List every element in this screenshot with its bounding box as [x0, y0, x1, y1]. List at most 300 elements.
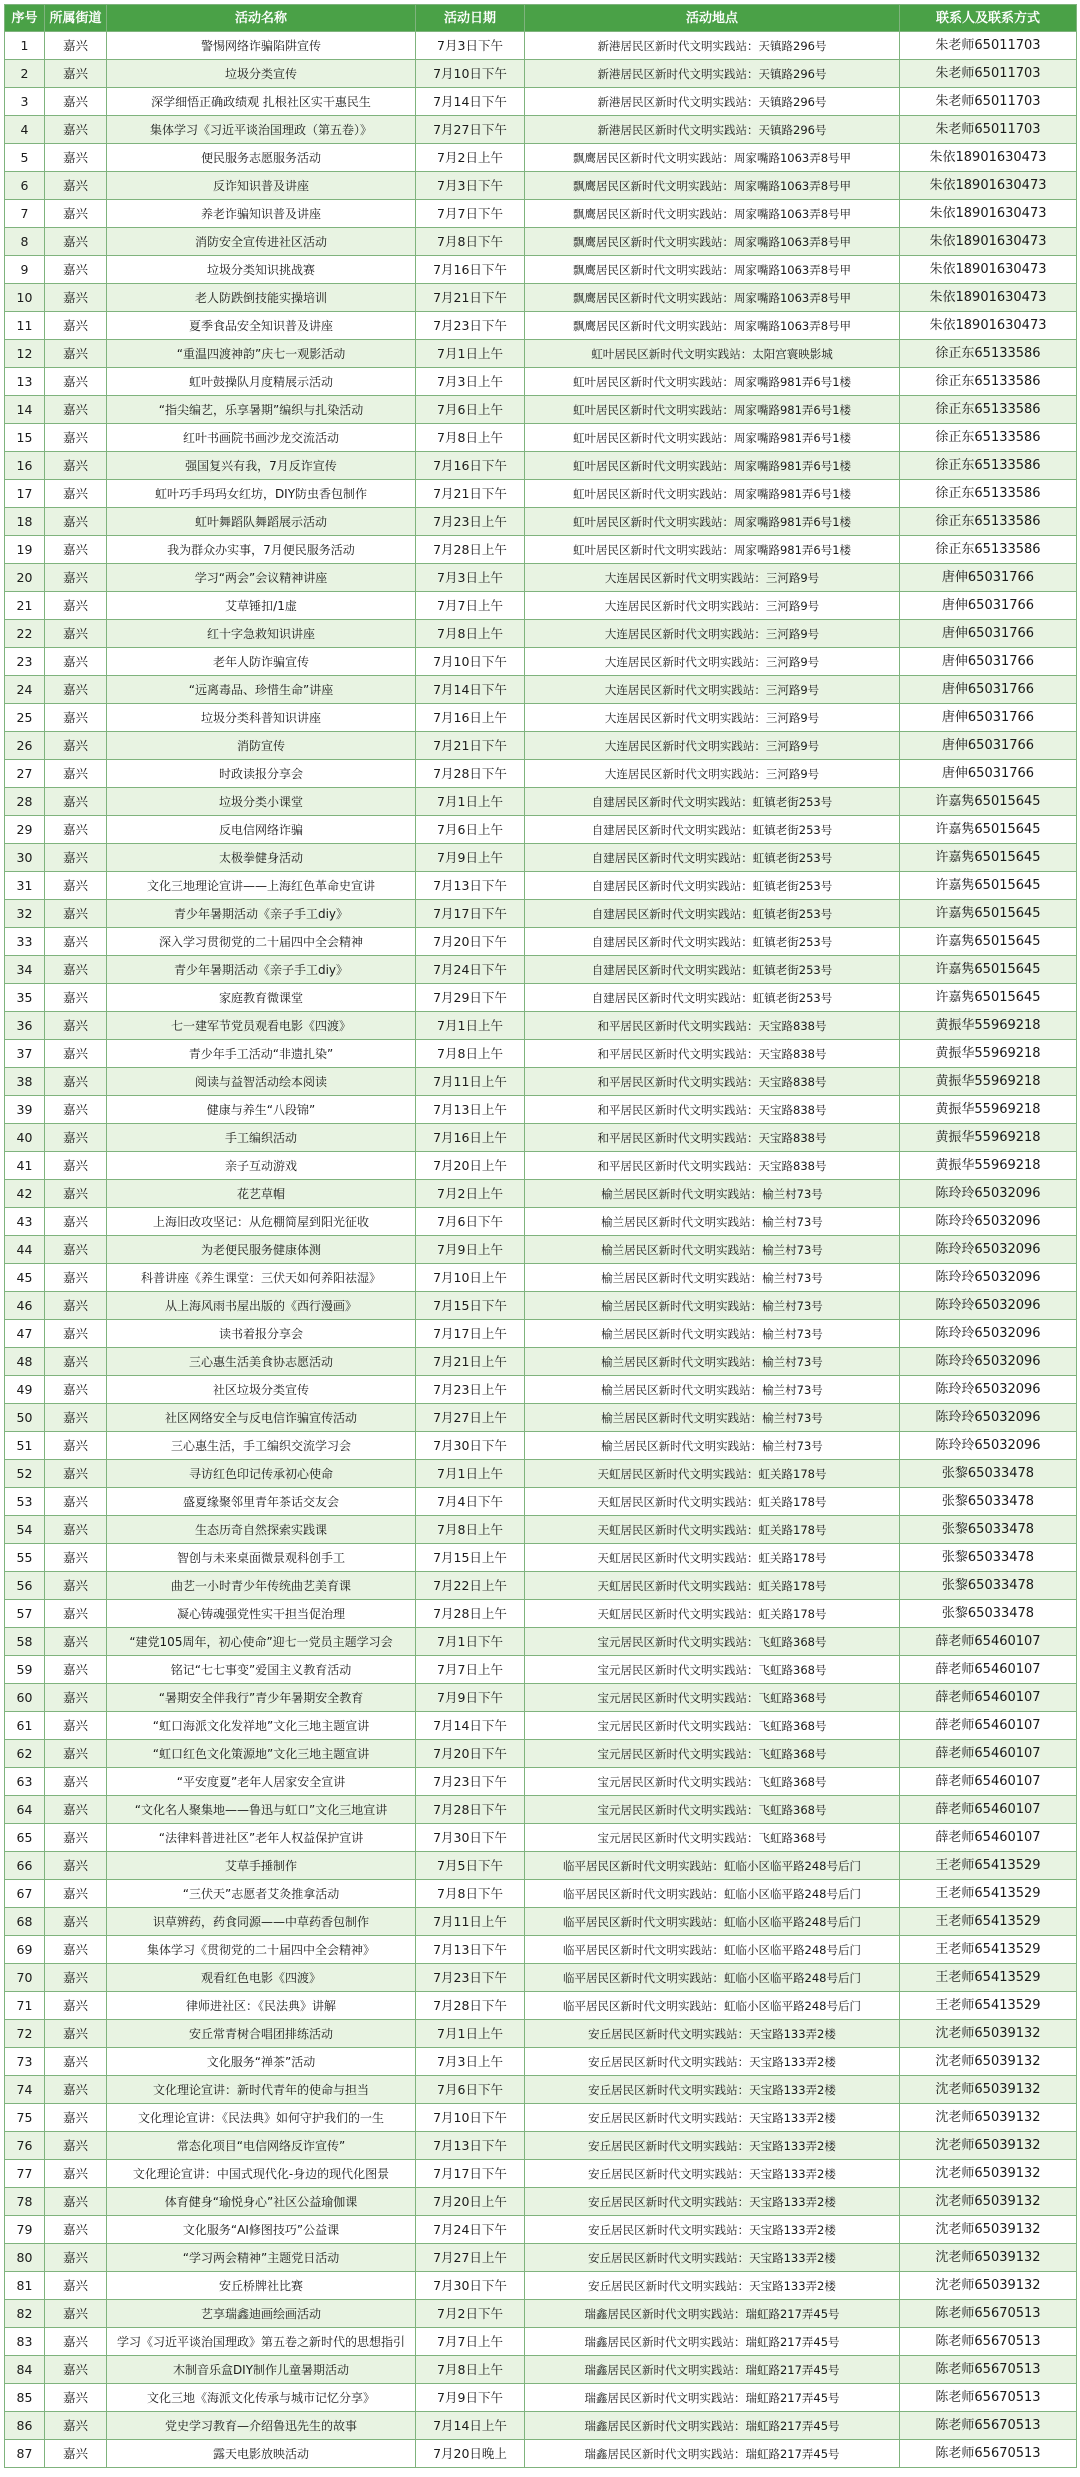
- cell-index: 21: [5, 592, 45, 620]
- cell-activity-name: 虹叶舞蹈队舞蹈展示活动: [107, 508, 416, 536]
- cell-activity-date: 7月7日上午: [416, 1656, 525, 1684]
- cell-activity-date: 7月28日下午: [416, 1796, 525, 1824]
- cell-activity-name: 垃圾分类小课堂: [107, 788, 416, 816]
- cell-activity-location: 临平居民区新时代文明实践站：虹临小区临平路248号后门: [525, 1880, 900, 1908]
- cell-contact: 沈老师65039132: [900, 2132, 1077, 2160]
- table-row: [5, 564, 1077, 592]
- cell-activity-location: 天虹居民区新时代文明实践站：虹关路178号: [525, 1488, 900, 1516]
- cell-activity-location: 临平居民区新时代文明实践站：虹临小区临平路248号后门: [525, 1992, 900, 2020]
- cell-activity-location: 大连居民区新时代文明实践站：三河路9号: [525, 620, 900, 648]
- cell-activity-location: 瑞鑫居民区新时代文明实践站：瑞虹路217弄45号: [525, 2384, 900, 2412]
- cell-contact: 朱老师65011703: [900, 32, 1077, 60]
- cell-street: 嘉兴: [45, 1236, 107, 1264]
- table-row: [5, 2188, 1077, 2216]
- cell-activity-name: “平安度夏”老年人居家安全宣讲: [107, 1768, 416, 1796]
- cell-index: 29: [5, 816, 45, 844]
- cell-activity-location: 安丘居民区新时代文明实践站：天宝路133弄2楼: [525, 2132, 900, 2160]
- cell-contact: 唐伸65031766: [900, 620, 1077, 648]
- cell-contact: 朱依18901630473: [900, 256, 1077, 284]
- cell-activity-date: 7月11日上午: [416, 1068, 525, 1096]
- cell-contact: 朱依18901630473: [900, 312, 1077, 340]
- cell-contact: 许嘉隽65015645: [900, 844, 1077, 872]
- table-row: [5, 2132, 1077, 2160]
- cell-street: 嘉兴: [45, 1936, 107, 1964]
- cell-contact: 朱老师65011703: [900, 116, 1077, 144]
- table-row: [5, 816, 1077, 844]
- cell-activity-date: 7月2日上午: [416, 1180, 525, 1208]
- table-row: [5, 2328, 1077, 2356]
- cell-contact: 朱依18901630473: [900, 284, 1077, 312]
- cell-street: 嘉兴: [45, 788, 107, 816]
- cell-street: 嘉兴: [45, 60, 107, 88]
- cell-activity-name: 科普讲座《养生课堂：三伏天如何养阳祛湿》: [107, 1264, 416, 1292]
- table-row: [5, 1432, 1077, 1460]
- cell-index: 12: [5, 340, 45, 368]
- cell-activity-name: 社区网络安全与反电信诈骗宣传活动: [107, 1404, 416, 1432]
- cell-contact: 张黎65033478: [900, 1460, 1077, 1488]
- cell-index: 87: [5, 2440, 45, 2468]
- table-row: [5, 1320, 1077, 1348]
- cell-street: 嘉兴: [45, 88, 107, 116]
- cell-activity-date: 7月30日下午: [416, 1824, 525, 1852]
- cell-street: 嘉兴: [45, 1992, 107, 2020]
- cell-activity-location: 虹叶居民区新时代文明实践站：周家嘴路981弄6号1楼: [525, 368, 900, 396]
- cell-index: 38: [5, 1068, 45, 1096]
- cell-activity-name: 艾草手捶制作: [107, 1852, 416, 1880]
- cell-activity-date: 7月7日上午: [416, 2328, 525, 2356]
- cell-index: 80: [5, 2244, 45, 2272]
- cell-activity-date: 7月20日上午: [416, 2188, 525, 2216]
- cell-contact: 张黎65033478: [900, 1600, 1077, 1628]
- cell-index: 77: [5, 2160, 45, 2188]
- cell-street: 嘉兴: [45, 2216, 107, 2244]
- cell-index: 35: [5, 984, 45, 1012]
- table-row: [5, 956, 1077, 984]
- cell-street: 嘉兴: [45, 1404, 107, 1432]
- cell-activity-location: 自建居民区新时代文明实践站：虹镇老街253号: [525, 788, 900, 816]
- cell-street: 嘉兴: [45, 284, 107, 312]
- cell-activity-name: 露天电影放映活动: [107, 2440, 416, 2468]
- cell-activity-name: 虹叶巧手玛玛女红坊，DIY防虫香包制作: [107, 480, 416, 508]
- cell-street: 嘉兴: [45, 2440, 107, 2468]
- cell-activity-location: 虹叶居民区新时代文明实践站：周家嘴路981弄6号1楼: [525, 536, 900, 564]
- cell-contact: 唐伸65031766: [900, 760, 1077, 788]
- cell-contact: 徐正东65133586: [900, 368, 1077, 396]
- cell-contact: 黄振华55969218: [900, 1040, 1077, 1068]
- cell-activity-name: 夏季食品安全知识普及讲座: [107, 312, 416, 340]
- cell-activity-name: 社区垃圾分类宣传: [107, 1376, 416, 1404]
- cell-contact: 王老师65413529: [900, 1964, 1077, 1992]
- cell-index: 23: [5, 648, 45, 676]
- cell-activity-name: 反电信网络诈骗: [107, 816, 416, 844]
- cell-activity-date: 7月7日下午: [416, 200, 525, 228]
- cell-activity-location: 榆兰居民区新时代文明实践站：榆兰村73号: [525, 1264, 900, 1292]
- cell-street: 嘉兴: [45, 2020, 107, 2048]
- cell-index: 19: [5, 536, 45, 564]
- cell-activity-date: 7月10日下午: [416, 2104, 525, 2132]
- cell-activity-name: 读书着报分享会: [107, 1320, 416, 1348]
- cell-activity-date: 7月17日下午: [416, 2160, 525, 2188]
- cell-activity-name: 我为群众办实事，7月便民服务活动: [107, 536, 416, 564]
- cell-street: 嘉兴: [45, 1460, 107, 1488]
- cell-activity-location: 虹叶居民区新时代文明实践站：周家嘴路981弄6号1楼: [525, 396, 900, 424]
- cell-street: 嘉兴: [45, 452, 107, 480]
- header-contact: 联系人及联系方式: [900, 5, 1077, 32]
- cell-activity-location: 新港居民区新时代文明实践站：天镇路296号: [525, 116, 900, 144]
- cell-activity-location: 榆兰居民区新时代文明实践站：榆兰村73号: [525, 1376, 900, 1404]
- cell-contact: 徐正东65133586: [900, 452, 1077, 480]
- table-row: [5, 928, 1077, 956]
- cell-activity-date: 7月5日下午: [416, 1852, 525, 1880]
- cell-activity-name: “远离毒品、珍惜生命”讲座: [107, 676, 416, 704]
- cell-index: 16: [5, 452, 45, 480]
- cell-activity-location: 新港居民区新时代文明实践站：天镇路296号: [525, 60, 900, 88]
- cell-contact: 徐正东65133586: [900, 536, 1077, 564]
- cell-activity-location: 瑞鑫居民区新时代文明实践站：瑞虹路217弄45号: [525, 2300, 900, 2328]
- cell-activity-name: 阅读与益智活动绘本阅读: [107, 1068, 416, 1096]
- cell-contact: 陈玲玲65032096: [900, 1264, 1077, 1292]
- table-row: [5, 172, 1077, 200]
- cell-index: 34: [5, 956, 45, 984]
- cell-activity-location: 虹叶居民区新时代文明实践站：周家嘴路981弄6号1楼: [525, 452, 900, 480]
- cell-activity-date: 7月10日下午: [416, 60, 525, 88]
- table-row: [5, 2048, 1077, 2076]
- cell-activity-date: 7月6日上午: [416, 816, 525, 844]
- table-row: [5, 1628, 1077, 1656]
- cell-activity-location: 榆兰居民区新时代文明实践站：榆兰村73号: [525, 1432, 900, 1460]
- cell-activity-date: 7月20日下午: [416, 928, 525, 956]
- cell-activity-location: 天虹居民区新时代文明实践站：虹关路178号: [525, 1572, 900, 1600]
- cell-street: 嘉兴: [45, 928, 107, 956]
- cell-activity-location: 大连居民区新时代文明实践站：三河路9号: [525, 676, 900, 704]
- table-row: [5, 1348, 1077, 1376]
- cell-activity-name: “重温四渡神韵”庆七一观影活动: [107, 340, 416, 368]
- cell-activity-location: 榆兰居民区新时代文明实践站：榆兰村73号: [525, 1292, 900, 1320]
- cell-contact: 陈玲玲65032096: [900, 1180, 1077, 1208]
- cell-index: 10: [5, 284, 45, 312]
- cell-activity-name: 曲艺一小时青少年传统曲艺美育课: [107, 1572, 416, 1600]
- table-row: [5, 396, 1077, 424]
- cell-activity-date: 7月8日上午: [416, 1516, 525, 1544]
- cell-activity-name: 七一建军节党员观看电影《四渡》: [107, 1012, 416, 1040]
- cell-activity-location: 大连居民区新时代文明实践站：三河路9号: [525, 704, 900, 732]
- cell-activity-location: 瑞鑫居民区新时代文明实践站：瑞虹路217弄45号: [525, 2412, 900, 2440]
- cell-activity-date: 7月1日上午: [416, 1460, 525, 1488]
- table-row: [5, 1516, 1077, 1544]
- cell-street: 嘉兴: [45, 592, 107, 620]
- table-row: [5, 144, 1077, 172]
- cell-activity-location: 安丘居民区新时代文明实践站：天宝路133弄2楼: [525, 2104, 900, 2132]
- cell-street: 嘉兴: [45, 480, 107, 508]
- cell-activity-name: 艾草锤扣/1虚: [107, 592, 416, 620]
- table-row: [5, 1488, 1077, 1516]
- table-row: [5, 1572, 1077, 1600]
- cell-index: 55: [5, 1544, 45, 1572]
- cell-activity-date: 7月16日下午: [416, 452, 525, 480]
- cell-activity-name: 文化三地《海派文化传承与城市记忆分享》: [107, 2384, 416, 2412]
- cell-index: 65: [5, 1824, 45, 1852]
- table-row: [5, 536, 1077, 564]
- cell-activity-location: 飘鹰居民区新时代文明实践站：周家嘴路1063弄8号甲: [525, 144, 900, 172]
- cell-activity-date: 7月11日上午: [416, 1908, 525, 1936]
- cell-activity-location: 安丘居民区新时代文明实践站：天宝路133弄2楼: [525, 2272, 900, 2300]
- cell-index: 44: [5, 1236, 45, 1264]
- cell-activity-name: 三心惠生活，手工编织交流学习会: [107, 1432, 416, 1460]
- table-body: [5, 32, 1077, 2468]
- cell-street: 嘉兴: [45, 2384, 107, 2412]
- table-row: [5, 256, 1077, 284]
- cell-activity-date: 7月21日下午: [416, 732, 525, 760]
- cell-street: 嘉兴: [45, 2048, 107, 2076]
- cell-activity-location: 自建居民区新时代文明实践站：虹镇老街253号: [525, 956, 900, 984]
- table-row: [5, 732, 1077, 760]
- table-row: [5, 312, 1077, 340]
- cell-activity-name: 虹叶鼓操队月度精展示活动: [107, 368, 416, 396]
- cell-street: 嘉兴: [45, 1488, 107, 1516]
- cell-contact: 王老师65413529: [900, 1992, 1077, 2020]
- cell-contact: 许嘉隽65015645: [900, 872, 1077, 900]
- cell-street: 嘉兴: [45, 2356, 107, 2384]
- cell-index: 86: [5, 2412, 45, 2440]
- cell-street: 嘉兴: [45, 368, 107, 396]
- cell-activity-location: 临平居民区新时代文明实践站：虹临小区临平路248号后门: [525, 1908, 900, 1936]
- cell-activity-name: 花艺草帽: [107, 1180, 416, 1208]
- cell-activity-date: 7月30日下午: [416, 2272, 525, 2300]
- cell-activity-location: 新港居民区新时代文明实践站：天镇路296号: [525, 32, 900, 60]
- cell-activity-date: 7月13日下午: [416, 1936, 525, 1964]
- table-row: [5, 88, 1077, 116]
- cell-contact: 王老师65413529: [900, 1880, 1077, 1908]
- cell-activity-location: 自建居民区新时代文明实践站：虹镇老街253号: [525, 844, 900, 872]
- cell-activity-date: 7月1日上午: [416, 2020, 525, 2048]
- cell-activity-name: 养老诈骗知识普及讲座: [107, 200, 416, 228]
- cell-activity-date: 7月27日上午: [416, 1404, 525, 1432]
- cell-index: 72: [5, 2020, 45, 2048]
- cell-activity-date: 7月8日下午: [416, 1880, 525, 1908]
- cell-activity-location: 宝元居民区新时代文明实践站：飞虹路368号: [525, 1684, 900, 1712]
- cell-street: 嘉兴: [45, 228, 107, 256]
- cell-street: 嘉兴: [45, 1852, 107, 1880]
- cell-street: 嘉兴: [45, 1348, 107, 1376]
- cell-activity-location: 自建居民区新时代文明实践站：虹镇老街253号: [525, 872, 900, 900]
- cell-street: 嘉兴: [45, 1516, 107, 1544]
- table-row: [5, 1740, 1077, 1768]
- table-row: [5, 2440, 1077, 2468]
- cell-contact: 唐伸65031766: [900, 732, 1077, 760]
- cell-activity-name: “虹口红色文化策源地”文化三地主题宣讲: [107, 1740, 416, 1768]
- cell-activity-date: 7月7日上午: [416, 592, 525, 620]
- header-activity-name: 活动名称: [107, 5, 416, 32]
- cell-index: 67: [5, 1880, 45, 1908]
- cell-activity-date: 7月15日上午: [416, 1544, 525, 1572]
- cell-activity-name: 识草辨药，药食同源——中草药香包制作: [107, 1908, 416, 1936]
- cell-street: 嘉兴: [45, 1824, 107, 1852]
- cell-contact: 薛老师65460107: [900, 1712, 1077, 1740]
- cell-street: 嘉兴: [45, 1376, 107, 1404]
- cell-contact: 薛老师65460107: [900, 1656, 1077, 1684]
- cell-index: 83: [5, 2328, 45, 2356]
- cell-index: 49: [5, 1376, 45, 1404]
- cell-activity-location: 宝元居民区新时代文明实践站：飞虹路368号: [525, 1796, 900, 1824]
- cell-activity-location: 天虹居民区新时代文明实践站：虹关路178号: [525, 1516, 900, 1544]
- cell-index: 69: [5, 1936, 45, 1964]
- cell-index: 51: [5, 1432, 45, 1460]
- cell-contact: 沈老师65039132: [900, 2020, 1077, 2048]
- cell-contact: 王老师65413529: [900, 1908, 1077, 1936]
- table-row: [5, 1208, 1077, 1236]
- cell-street: 嘉兴: [45, 1544, 107, 1572]
- cell-index: 48: [5, 1348, 45, 1376]
- cell-activity-name: 时政读报分享会: [107, 760, 416, 788]
- cell-street: 嘉兴: [45, 816, 107, 844]
- table-row: [5, 1768, 1077, 1796]
- cell-contact: 陈老师65670513: [900, 2440, 1077, 2468]
- cell-activity-name: “指尖编艺，乐享暑期”编织与扎染活动: [107, 396, 416, 424]
- table-row: [5, 32, 1077, 60]
- cell-activity-date: 7月2日上午: [416, 144, 525, 172]
- cell-index: 6: [5, 172, 45, 200]
- cell-activity-date: 7月27日下午: [416, 116, 525, 144]
- cell-activity-name: 律师进社区：《民法典》讲解: [107, 1992, 416, 2020]
- cell-activity-location: 飘鹰居民区新时代文明实践站：周家嘴路1063弄8号甲: [525, 256, 900, 284]
- cell-activity-location: 和平居民区新时代文明实践站：天宝路838号: [525, 1012, 900, 1040]
- cell-activity-location: 飘鹰居民区新时代文明实践站：周家嘴路1063弄8号甲: [525, 284, 900, 312]
- cell-activity-name: 铭记“七七事变”爱国主义教育活动: [107, 1656, 416, 1684]
- cell-activity-location: 天虹居民区新时代文明实践站：虹关路178号: [525, 1600, 900, 1628]
- cell-activity-date: 7月28日下午: [416, 1992, 525, 2020]
- cell-activity-location: 宝元居民区新时代文明实践站：飞虹路368号: [525, 1628, 900, 1656]
- cell-activity-date: 7月29日下午: [416, 984, 525, 1012]
- cell-activity-location: 天虹居民区新时代文明实践站：虹关路178号: [525, 1544, 900, 1572]
- cell-contact: 沈老师65039132: [900, 2244, 1077, 2272]
- cell-contact: 黄振华55969218: [900, 1096, 1077, 1124]
- cell-index: 9: [5, 256, 45, 284]
- cell-activity-location: 虹叶居民区新时代文明实践站：周家嘴路981弄6号1楼: [525, 424, 900, 452]
- cell-index: 26: [5, 732, 45, 760]
- table-header-row: [5, 5, 1077, 32]
- cell-index: 53: [5, 1488, 45, 1516]
- cell-street: 嘉兴: [45, 312, 107, 340]
- cell-activity-name: 警惕网络诈骗陷阱宣传: [107, 32, 416, 60]
- cell-activity-date: 7月6日上午: [416, 396, 525, 424]
- table-row: [5, 1376, 1077, 1404]
- cell-street: 嘉兴: [45, 2132, 107, 2160]
- cell-index: 82: [5, 2300, 45, 2328]
- cell-contact: 徐正东65133586: [900, 396, 1077, 424]
- cell-street: 嘉兴: [45, 984, 107, 1012]
- cell-activity-name: 健康与养生“八段锦”: [107, 1096, 416, 1124]
- cell-activity-name: 观看红色电影《四渡》: [107, 1964, 416, 1992]
- cell-activity-date: 7月3日上午: [416, 2048, 525, 2076]
- cell-index: 60: [5, 1684, 45, 1712]
- cell-activity-date: 7月17日下午: [416, 900, 525, 928]
- table-row: [5, 1600, 1077, 1628]
- cell-index: 37: [5, 1040, 45, 1068]
- cell-activity-date: 7月8日上午: [416, 1040, 525, 1068]
- cell-activity-date: 7月21日上午: [416, 1348, 525, 1376]
- cell-index: 46: [5, 1292, 45, 1320]
- cell-activity-date: 7月1日上午: [416, 788, 525, 816]
- cell-contact: 黄振华55969218: [900, 1012, 1077, 1040]
- cell-street: 嘉兴: [45, 1684, 107, 1712]
- cell-street: 嘉兴: [45, 732, 107, 760]
- cell-contact: 朱老师65011703: [900, 88, 1077, 116]
- cell-activity-date: 7月17日上午: [416, 1320, 525, 1348]
- cell-index: 73: [5, 2048, 45, 2076]
- cell-activity-date: 7月14日下午: [416, 88, 525, 116]
- cell-activity-name: 强国复兴有我，7月反诈宣传: [107, 452, 416, 480]
- cell-contact: 徐正东65133586: [900, 480, 1077, 508]
- table-row: [5, 1040, 1077, 1068]
- cell-contact: 许嘉隽65015645: [900, 956, 1077, 984]
- cell-street: 嘉兴: [45, 1320, 107, 1348]
- cell-activity-date: 7月1日上午: [416, 340, 525, 368]
- table-row: [5, 1908, 1077, 1936]
- cell-contact: 陈老师65670513: [900, 2384, 1077, 2412]
- cell-street: 嘉兴: [45, 1152, 107, 1180]
- cell-activity-name: 学习《习近平谈治国理政》第五卷之新时代的思想指引: [107, 2328, 416, 2356]
- table-row: [5, 1152, 1077, 1180]
- cell-activity-name: 安丘常青树合唱团排练活动: [107, 2020, 416, 2048]
- header-index: 序号: [5, 5, 45, 32]
- cell-activity-location: 安丘居民区新时代文明实践站：天宝路133弄2楼: [525, 2216, 900, 2244]
- cell-index: 4: [5, 116, 45, 144]
- cell-contact: 薛老师65460107: [900, 1796, 1077, 1824]
- cell-activity-location: 榆兰居民区新时代文明实践站：榆兰村73号: [525, 1404, 900, 1432]
- cell-index: 11: [5, 312, 45, 340]
- cell-street: 嘉兴: [45, 1040, 107, 1068]
- cell-activity-name: 消防宣传: [107, 732, 416, 760]
- cell-activity-name: “虹口海派文化发祥地”文化三地主题宣讲: [107, 1712, 416, 1740]
- cell-activity-name: “文化名人聚集地——鲁迅与虹口”文化三地宣讲: [107, 1796, 416, 1824]
- cell-activity-name: 木制音乐盒DIY制作儿童暑期活动: [107, 2356, 416, 2384]
- cell-index: 45: [5, 1264, 45, 1292]
- cell-activity-location: 和平居民区新时代文明实践站：天宝路838号: [525, 1152, 900, 1180]
- cell-activity-location: 宝元居民区新时代文明实践站：飞虹路368号: [525, 1824, 900, 1852]
- cell-activity-name: 消防安全宣传进社区活动: [107, 228, 416, 256]
- cell-contact: 陈玲玲65032096: [900, 1432, 1077, 1460]
- cell-contact: 唐伸65031766: [900, 564, 1077, 592]
- table-row: [5, 2020, 1077, 2048]
- cell-index: 85: [5, 2384, 45, 2412]
- cell-index: 74: [5, 2076, 45, 2104]
- cell-activity-name: 红叶书画院书画沙龙交流活动: [107, 424, 416, 452]
- cell-activity-date: 7月14日下午: [416, 1712, 525, 1740]
- cell-contact: 陈老师65670513: [900, 2356, 1077, 2384]
- table-row: [5, 1936, 1077, 1964]
- table-row: [5, 1880, 1077, 1908]
- cell-activity-name: “建党105周年，初心使命”迎七一党员主题学习会: [107, 1628, 416, 1656]
- cell-activity-date: 7月9日上午: [416, 1236, 525, 1264]
- cell-contact: 许嘉隽65015645: [900, 816, 1077, 844]
- cell-index: 30: [5, 844, 45, 872]
- cell-activity-location: 大连居民区新时代文明实践站：三河路9号: [525, 648, 900, 676]
- table-row: [5, 2412, 1077, 2440]
- cell-activity-location: 瑞鑫居民区新时代文明实践站：瑞虹路217弄45号: [525, 2356, 900, 2384]
- cell-activity-date: 7月8日上午: [416, 424, 525, 452]
- cell-contact: 黄振华55969218: [900, 1124, 1077, 1152]
- cell-activity-date: 7月3日上午: [416, 368, 525, 396]
- cell-activity-date: 7月20日上午: [416, 1152, 525, 1180]
- cell-activity-date: 7月9日下午: [416, 1684, 525, 1712]
- cell-activity-date: 7月13日下午: [416, 2132, 525, 2160]
- cell-street: 嘉兴: [45, 1880, 107, 1908]
- cell-activity-location: 虹叶居民区新时代文明实践站：太阳宫寰映影城: [525, 340, 900, 368]
- header-activity-date: 活动日期: [416, 5, 525, 32]
- cell-activity-name: 家庭教育微课堂: [107, 984, 416, 1012]
- cell-contact: 徐正东65133586: [900, 424, 1077, 452]
- cell-activity-name: 太极拳健身活动: [107, 844, 416, 872]
